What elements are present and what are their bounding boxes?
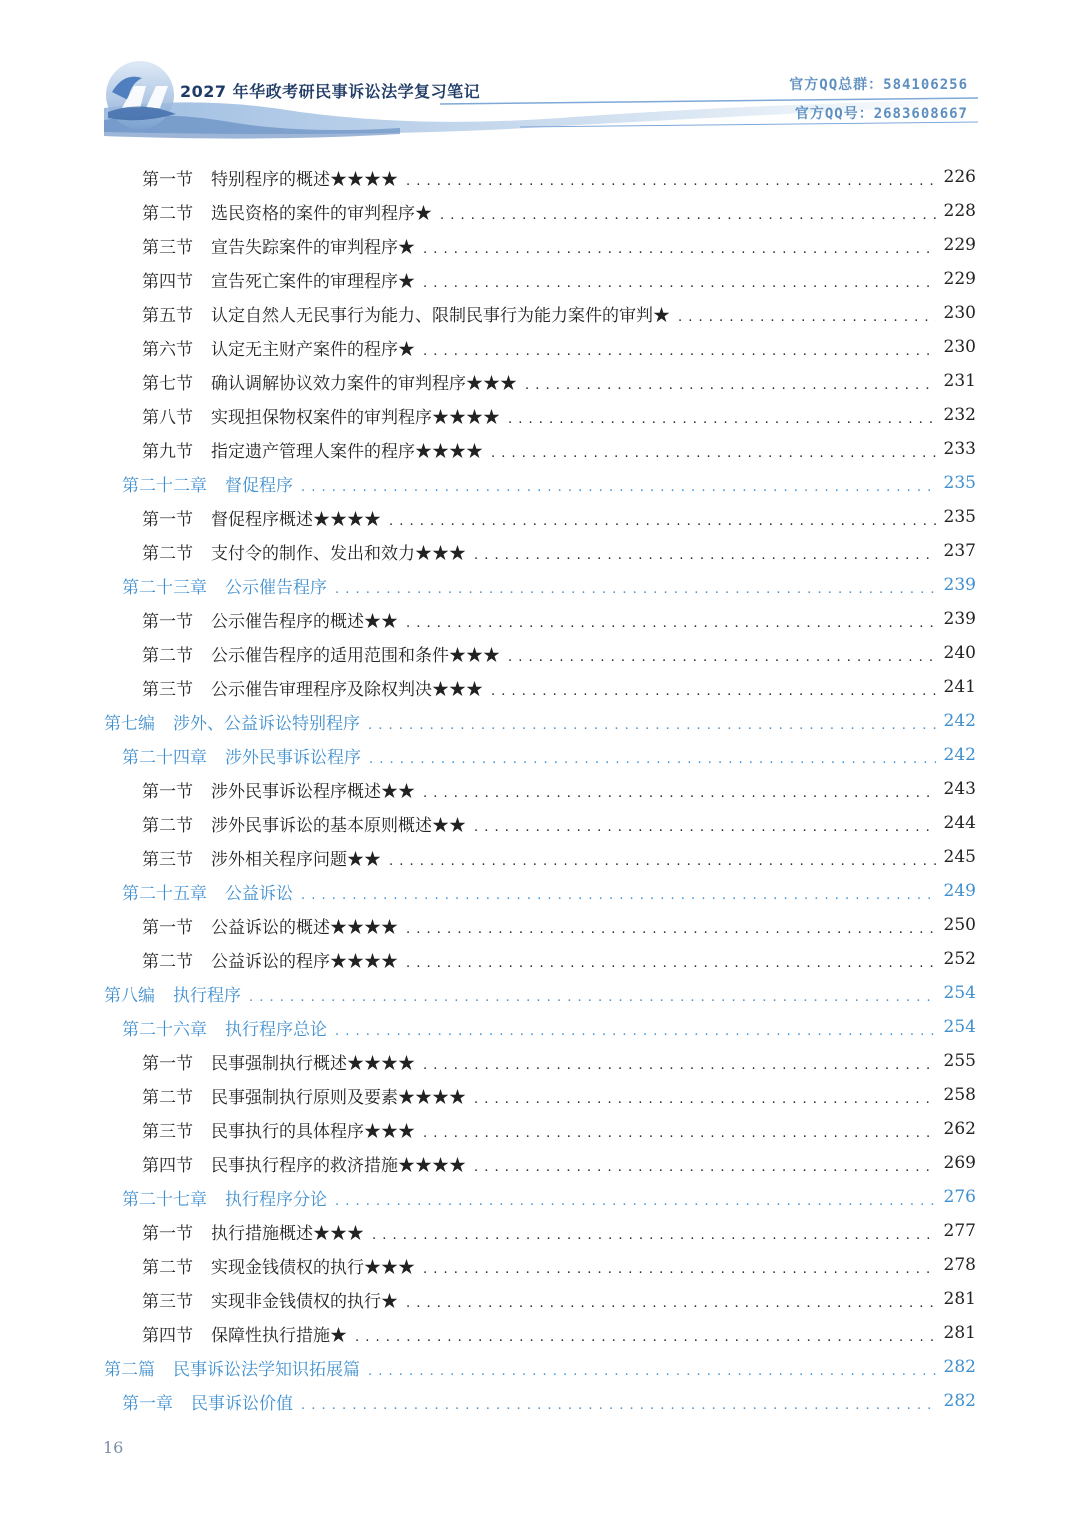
toc-entry-title: 宣告失踪案件的审判程序★ [211, 237, 415, 258]
toc-entry-label: 第二节 [142, 951, 193, 972]
toc-section-entry[interactable] [142, 432, 976, 466]
toc-entry-page: 282 [943, 1391, 976, 1411]
toc-section-entry[interactable] [142, 636, 976, 670]
toc-entry-title: 公示催告审理程序及除权判决★★★ [211, 679, 483, 700]
toc-section-entry[interactable] [142, 670, 976, 704]
toc-entry-label: 第二节 [142, 645, 193, 666]
toc-entry-title: 涉外民事诉讼的基本原则概述★★ [211, 815, 466, 836]
toc-dot-leader [369, 748, 936, 768]
toc-dot-leader [423, 340, 936, 360]
toc-section-entry[interactable] [142, 1282, 976, 1316]
toc-entry-title: 公示催告程序 [225, 577, 327, 598]
toc-entry-page: 241 [943, 677, 976, 697]
toc-entry-page: 262 [943, 1119, 976, 1139]
toc-entry-label: 第一节 [142, 781, 193, 802]
toc-entry-label: 第六节 [142, 339, 193, 360]
toc-dot-leader [474, 816, 936, 836]
toc-dot-leader [474, 1088, 936, 1108]
toc-dot-leader [389, 850, 936, 870]
toc-chapter-entry[interactable] [122, 1010, 976, 1044]
toc-entry-page: 235 [943, 473, 976, 493]
toc-section-entry[interactable] [142, 1146, 976, 1180]
toc-section-entry[interactable] [142, 806, 976, 840]
toc-entry-page: 226 [943, 167, 976, 187]
toc-entry-label: 第一节 [142, 509, 193, 530]
toc-dot-leader [368, 1360, 936, 1380]
toc-entry-title: 督促程序概述★★★★ [211, 509, 381, 530]
toc-entry-title: 保障性执行措施★ [211, 1325, 347, 1346]
toc-entry-title: 确认调解协议效力案件的审判程序★★★ [211, 373, 517, 394]
toc-entry-title: 实现金钱债权的执行★★★ [211, 1257, 415, 1278]
toc-entry-page: 237 [943, 541, 976, 561]
toc-section-entry[interactable] [142, 262, 976, 296]
toc-entry-label: 第三节 [142, 679, 193, 700]
toc-entry-label: 第二十二章 [122, 475, 207, 496]
toc-entry-label: 第二十七章 [122, 1189, 207, 1210]
toc-entry-title: 公示催告程序的适用范围和条件★★★ [211, 645, 500, 666]
toc-dot-leader [423, 1258, 936, 1278]
toc-entry-title: 认定自然人无民事行为能力、限制民事行为能力案件的审判★ [211, 305, 670, 326]
toc-entry-title: 民事强制执行原则及要素★★★★ [211, 1087, 466, 1108]
toc-dot-leader [423, 272, 936, 292]
toc-dot-leader [249, 986, 936, 1006]
toc-entry-title: 涉外民事诉讼程序概述★★ [211, 781, 415, 802]
toc-entry-label: 第一节 [142, 1053, 193, 1074]
toc-entry-page: 277 [943, 1221, 976, 1241]
toc-entry-label: 第三节 [142, 1291, 193, 1312]
toc-chapter-entry[interactable] [122, 466, 976, 500]
toc-entry-page: 233 [943, 439, 976, 459]
toc-entry-page: 239 [943, 575, 976, 595]
toc-dot-leader [406, 612, 936, 632]
toc-entry-label: 第七编 [104, 713, 155, 734]
toc-entry-title: 特别程序的概述★★★★ [211, 169, 398, 190]
toc-chapter-entry[interactable] [122, 874, 976, 908]
toc-entry-label: 第二十三章 [122, 577, 207, 598]
toc-entry-title: 认定无主财产案件的程序★ [211, 339, 415, 360]
toc-chapter-entry[interactable] [122, 738, 976, 772]
toc-section-entry[interactable] [142, 1044, 976, 1078]
toc-dot-leader [406, 170, 936, 190]
toc-dot-leader [406, 1292, 936, 1312]
toc-entry-label: 第一节 [142, 611, 193, 632]
toc-section-entry[interactable] [142, 1214, 976, 1248]
toc-entry-page: 230 [943, 303, 976, 323]
toc-entry-label: 第八编 [104, 985, 155, 1006]
toc-section-entry[interactable] [142, 942, 976, 976]
toc-dot-leader [301, 476, 936, 496]
toc-section-entry[interactable] [142, 772, 976, 806]
toc-entry-label: 第七节 [142, 373, 193, 394]
header-title: 2027 年华政考研民事诉讼法学复习笔记 [180, 82, 481, 101]
toc-entry-page: 229 [943, 269, 976, 289]
toc-entry-page: 242 [943, 711, 976, 731]
toc-section-entry[interactable] [142, 1316, 976, 1350]
toc-dot-leader [389, 510, 936, 530]
toc-dot-leader [335, 578, 936, 598]
toc-entry-page: 252 [943, 949, 976, 969]
toc-entry-label: 第四节 [142, 271, 193, 292]
toc-section-entry[interactable] [142, 1078, 976, 1112]
toc-entry-page: 281 [943, 1289, 976, 1309]
toc-entry-title: 执行措施概述★★★ [211, 1223, 364, 1244]
toc-section-entry[interactable] [142, 194, 976, 228]
toc-dot-leader [406, 918, 936, 938]
toc-entry-title: 指定遗产管理人案件的程序★★★★ [211, 441, 483, 462]
qq-number-label: 官方QQ号：2683608667 [794, 106, 968, 122]
toc-entry-label: 第二节 [142, 203, 193, 224]
toc-part-entry[interactable] [104, 1350, 976, 1384]
toc-entry-title: 督促程序 [225, 475, 293, 496]
toc-entry-page: 231 [943, 371, 976, 391]
toc-entry-label: 第二节 [142, 815, 193, 836]
toc-part-entry[interactable] [104, 976, 976, 1010]
toc-entry-label: 第四节 [142, 1325, 193, 1346]
toc-entry-label: 第三节 [142, 237, 193, 258]
toc-entry-label: 第四节 [142, 1155, 193, 1176]
toc-section-entry[interactable] [142, 534, 976, 568]
toc-entry-title: 民事执行程序的救济措施★★★★ [211, 1155, 466, 1176]
toc-entry-title: 公益诉讼的概述★★★★ [211, 917, 398, 938]
qq-group-label: 官方QQ总群：584106256 [789, 77, 968, 93]
toc-entry-page: 250 [943, 915, 976, 935]
toc-section-entry[interactable] [142, 500, 976, 534]
toc-entry-title: 执行程序分论 [225, 1189, 327, 1210]
toc-dot-leader [301, 884, 936, 904]
toc-chapter-entry[interactable] [122, 1384, 976, 1418]
toc-entry-label: 第二节 [142, 1257, 193, 1278]
toc-dot-leader [423, 782, 936, 802]
toc-dot-leader [525, 374, 936, 394]
toc-section-entry[interactable] [142, 398, 976, 432]
toc-section-entry[interactable] [142, 908, 976, 942]
toc-entry-title: 执行程序 [173, 985, 241, 1006]
toc-entry-title: 民事诉讼价值 [191, 1393, 293, 1414]
toc-section-entry[interactable] [142, 840, 976, 874]
toc-entry-page: 254 [943, 983, 976, 1003]
toc-entry-title: 公益诉讼 [225, 883, 293, 904]
toc-entry-label: 第九节 [142, 441, 193, 462]
toc-dot-leader [335, 1190, 936, 1210]
toc-entry-page: 244 [943, 813, 976, 833]
toc-dot-leader [423, 1122, 936, 1142]
toc-entry-label: 第五节 [142, 305, 193, 326]
toc-entry-label: 第三节 [142, 849, 193, 870]
toc-chapter-entry[interactable] [122, 568, 976, 602]
toc-entry-title: 实现担保物权案件的审判程序★★★★ [211, 407, 500, 428]
toc-section-entry[interactable] [142, 228, 976, 262]
toc-entry-page: 229 [943, 235, 976, 255]
toc-entry-label: 第一章 [122, 1393, 173, 1414]
toc-dot-leader [678, 306, 936, 326]
toc-chapter-entry[interactable] [122, 1180, 976, 1214]
page-header [0, 0, 1080, 150]
toc-entry-page: 258 [943, 1085, 976, 1105]
toc-entry-title: 宣告死亡案件的审理程序★ [211, 271, 415, 292]
toc-dot-leader [423, 1054, 936, 1074]
toc-entry-page: 276 [943, 1187, 976, 1207]
toc-entry-page: 278 [943, 1255, 976, 1275]
toc-part-entry[interactable] [104, 704, 976, 738]
toc-entry-page: 255 [943, 1051, 976, 1071]
toc-entry-label: 第八节 [142, 407, 193, 428]
toc-entry-page: 281 [943, 1323, 976, 1343]
toc-dot-leader [368, 714, 936, 734]
toc-dot-leader [508, 408, 936, 428]
toc-dot-leader [491, 442, 936, 462]
toc-entry-page: 242 [943, 745, 976, 765]
toc-entry-title: 民事强制执行概述★★★★ [211, 1053, 415, 1074]
toc-section-entry[interactable] [142, 160, 976, 194]
toc-entry-page: 232 [943, 405, 976, 425]
toc-entry-label: 第一节 [142, 169, 193, 190]
toc-dot-leader [301, 1394, 936, 1414]
toc-dot-leader [423, 238, 936, 258]
toc-entry-page: 269 [943, 1153, 976, 1173]
toc-entry-title: 涉外相关程序问题★★ [211, 849, 381, 870]
toc-entry-page: 240 [943, 643, 976, 663]
toc-entry-page: 230 [943, 337, 976, 357]
page-number: 16 [103, 1438, 124, 1457]
toc-dot-leader [372, 1224, 936, 1244]
toc-dot-leader [335, 1020, 936, 1040]
toc-entry-title: 支付令的制作、发出和效力★★★ [211, 543, 466, 564]
toc-entry-label: 第三节 [142, 1121, 193, 1142]
toc-section-entry[interactable] [142, 1248, 976, 1282]
toc-entry-label: 第二节 [142, 543, 193, 564]
toc-entry-label: 第二十六章 [122, 1019, 207, 1040]
toc-dot-leader [355, 1326, 936, 1346]
toc-entry-page: 239 [943, 609, 976, 629]
toc-entry-title: 涉外民事诉讼程序 [225, 747, 361, 768]
toc-section-entry[interactable] [142, 330, 976, 364]
toc-dot-leader [440, 204, 936, 224]
toc-entry-title: 涉外、公益诉讼特别程序 [173, 713, 360, 734]
toc-section-entry[interactable] [142, 296, 976, 330]
toc-entry-title: 民事诉讼法学知识拓展篇 [173, 1359, 360, 1380]
toc-entry-label: 第二篇 [104, 1359, 155, 1380]
toc-entry-title: 民事执行的具体程序★★★ [211, 1121, 415, 1142]
toc-entry-title: 公益诉讼的程序★★★★ [211, 951, 398, 972]
toc-entry-page: 228 [943, 201, 976, 221]
toc-section-entry[interactable] [142, 364, 976, 398]
toc-entry-label: 第一节 [142, 1223, 193, 1244]
toc-section-entry[interactable] [142, 1112, 976, 1146]
toc-section-entry[interactable] [142, 602, 976, 636]
toc-dot-leader [491, 680, 936, 700]
toc-entry-label: 第二十五章 [122, 883, 207, 904]
toc-entry-page: 254 [943, 1017, 976, 1037]
toc-entry-page: 235 [943, 507, 976, 527]
toc-entry-title: 公示催告程序的概述★★ [211, 611, 398, 632]
toc-entry-page: 245 [943, 847, 976, 867]
toc-dot-leader [474, 1156, 936, 1176]
toc-entry-page: 249 [943, 881, 976, 901]
toc-entry-page: 282 [943, 1357, 976, 1377]
toc-entry-label: 第一节 [142, 917, 193, 938]
toc-dot-leader [406, 952, 936, 972]
toc-entry-title: 执行程序总论 [225, 1019, 327, 1040]
toc-entry-page: 243 [943, 779, 976, 799]
toc-dot-leader [474, 544, 936, 564]
toc-entry-label: 第二节 [142, 1087, 193, 1108]
toc-dot-leader [508, 646, 936, 666]
toc-entry-title: 选民资格的案件的审判程序★ [211, 203, 432, 224]
toc-entry-label: 第二十四章 [122, 747, 207, 768]
toc-entry-title: 实现非金钱债权的执行★ [211, 1291, 398, 1312]
